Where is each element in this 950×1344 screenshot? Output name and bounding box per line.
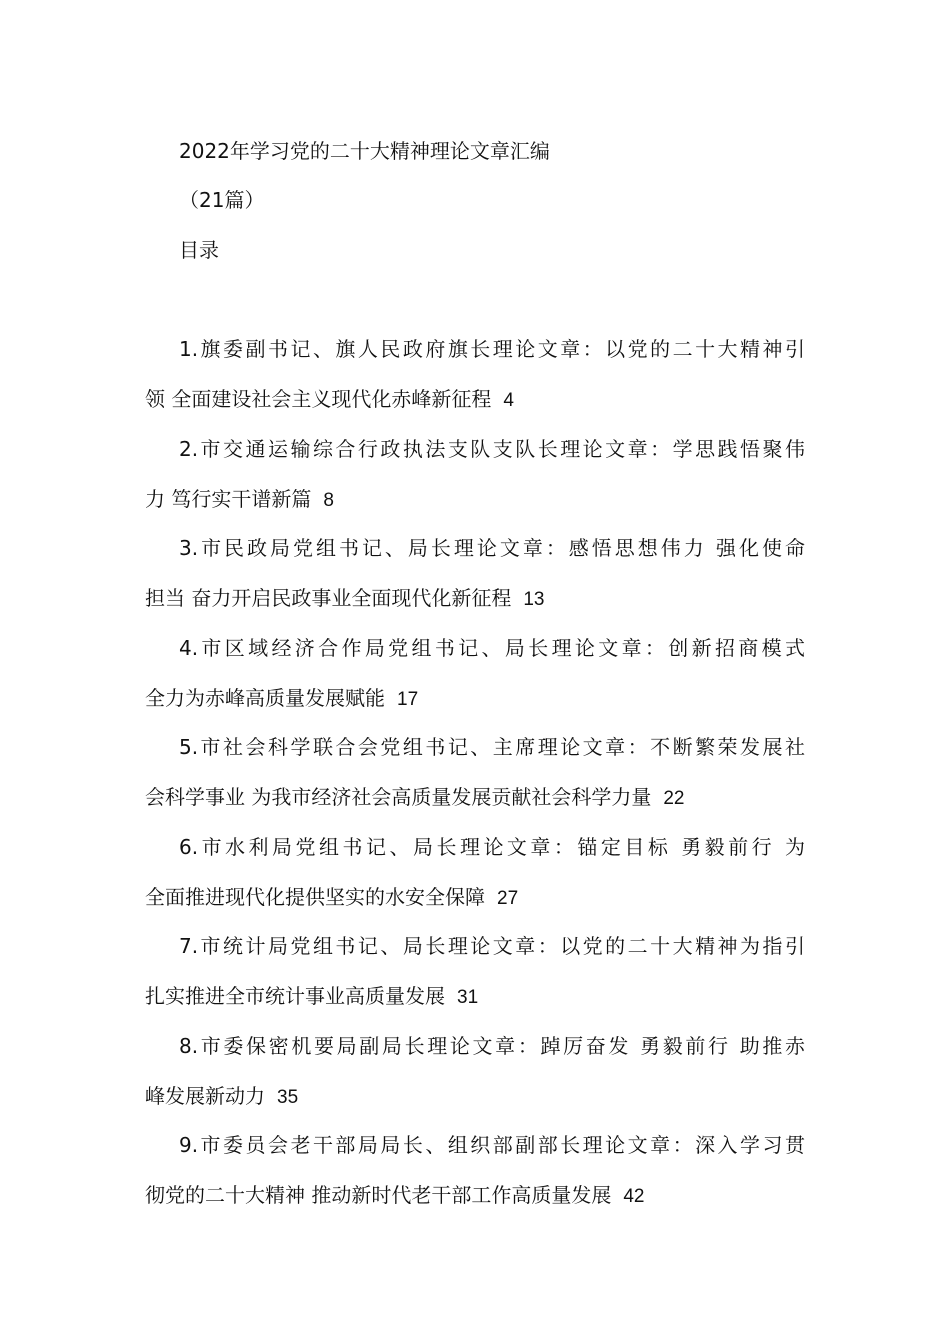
toc-page-number: 35 <box>277 1086 299 1108</box>
toc-entry-title-cont: 全面推进现代化提供坚实的水安全保障 <box>145 884 485 909</box>
toc-entry-title-line-2 <box>145 783 685 813</box>
toc-entry-title-cont: 扎实推进全市统计事业高质量发展 <box>145 984 445 1008</box>
toc-entry-title-line: 1.旗委副书记、旗人民政府旗长理论文章：以党的二十大精神引 <box>179 337 805 361</box>
toc-entry-2[interactable] <box>145 430 815 530</box>
toc-page-number: 17 <box>397 688 419 710</box>
toc-entry-title-cont: 全力为赤峰高质量发展赋能 <box>145 685 385 710</box>
toc-entry-9[interactable] <box>145 1126 815 1226</box>
toc-entry-title-line-2 <box>145 1181 645 1211</box>
toc-entry-title-line-2 <box>145 1082 298 1112</box>
toc-entry-title-cont: 峰发展新动力 <box>145 1083 265 1108</box>
toc-page-number: 13 <box>523 589 545 610</box>
toc-entry-title-line: 5.市社会科学联合会党组书记、主席理论文章：不断繁荣发展社 <box>179 735 805 759</box>
toc-entry-title-line-2 <box>145 385 514 415</box>
toc-entry-title-line-2 <box>145 485 334 515</box>
toc-entry-title-cont: 担当 奋力开启民政事业全面现代化新征程 <box>145 586 512 610</box>
toc-entry-title-cont: 会科学事业 为我市经济社会高质量发展贡献社会科学力量 <box>145 785 652 809</box>
toc-entry-title-cont: 领 全面建设社会主义现代化赤峰新征程 <box>145 387 492 411</box>
toc-entry-5[interactable] <box>145 728 815 828</box>
toc-entry-title-line: 9.市委员会老干部局局长、组织部副部长理论文章：深入学习贯 <box>179 1133 805 1157</box>
toc-page-number: 8 <box>323 489 334 511</box>
toc-entry-title-line: 7.市统计局党组书记、局长理论文章：以党的二十大精神为指引 <box>179 934 805 958</box>
toc-entry-title-line: 6.市水利局党组书记、局长理论文章：锚定目标 勇毅前行 为 <box>179 834 805 859</box>
toc-page-number: 27 <box>497 887 519 909</box>
toc-entry-title-cont: 彻党的二十大精神 推动新时代老干部工作高质量发展 <box>145 1183 612 1207</box>
toc-entry-title-line: 8.市委保密机要局副局长理论文章：踔厉奋发 勇毅前行 助推赤 <box>179 1033 805 1058</box>
toc-heading: 目录 <box>179 238 219 262</box>
toc-page-number: 42 <box>623 1186 645 1207</box>
toc-page-number: 4 <box>503 390 514 411</box>
toc-entry-title-line-2 <box>145 883 518 913</box>
toc-entry-title-cont: 力 笃行实干谱新篇 <box>145 486 312 511</box>
article-count: （21篇） <box>179 188 265 212</box>
toc-entry-4[interactable] <box>145 629 815 729</box>
toc-page-number: 22 <box>663 788 685 809</box>
toc-entry-title-line-2 <box>145 584 545 614</box>
document-title: 2022年学习党的二十大精神理论文章汇编 <box>179 139 550 163</box>
toc-entry-title-line-2 <box>145 982 478 1012</box>
toc-entry-title-line: 4.市区域经济合作局党组书记、局长理论文章：创新招商模式 <box>179 635 805 660</box>
toc-entry-6[interactable] <box>145 828 815 928</box>
toc-page-number: 31 <box>457 987 479 1008</box>
toc-entry-1[interactable] <box>145 330 815 430</box>
toc-entry-3[interactable] <box>145 529 815 629</box>
toc-entry-title-line-2 <box>145 684 418 714</box>
toc-entry-title-line: 3.市民政局党组书记、局长理论文章：感悟思想伟力 强化使命 <box>179 536 805 560</box>
toc-entry-title-line: 2.市交通运输综合行政执法支队支队长理论文章：学思践悟聚伟 <box>179 436 805 461</box>
toc-entry-7[interactable] <box>145 927 815 1027</box>
table-of-contents <box>145 330 815 1226</box>
toc-entry-8[interactable] <box>145 1027 815 1127</box>
